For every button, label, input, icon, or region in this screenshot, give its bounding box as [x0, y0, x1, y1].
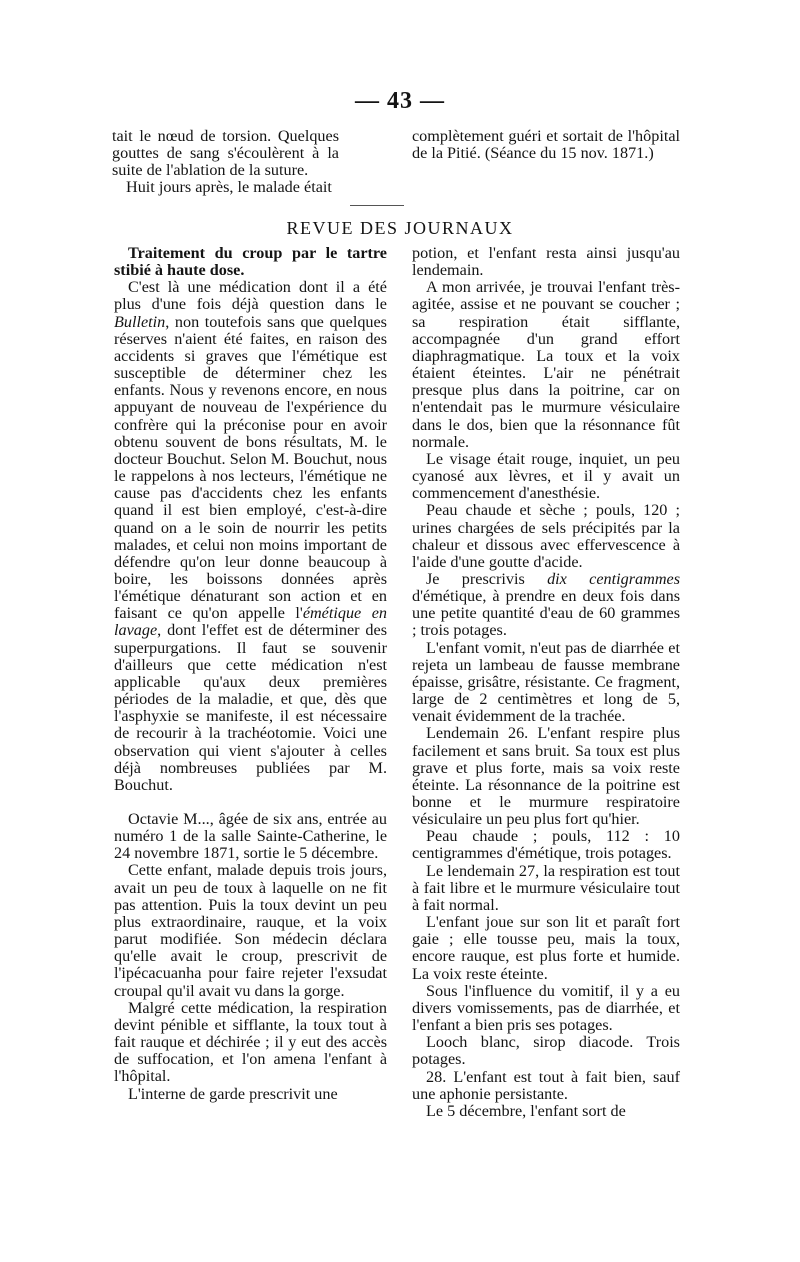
top-left-paragraph-1: tait le nœud de torsion. Quelques gouttes de sang s'écoulèrent à la suite de l'ablation de la suture.	[112, 127, 339, 179]
paragraph: L'enfant joue sur son lit et paraît fort gaie ; elle tousse peu, mais la toux, encore rauque, est plus forte et humide. La voix reste éteinte.	[412, 913, 680, 983]
article-left-column	[114, 245, 387, 1103]
section-heading: REVUE DES JOURNAUX	[286, 218, 514, 238]
paragraph: A mon arrivée, je trouvai l'enfant très-agitée, assise et ne pouvant se coucher ; sa respiration était sifflante, accompagnée d'un grand effort diaphragmatique. La toux et la voix étaient éteintes. L'air ne pénétrait presque plus dans la poitrine, car on n'entendait pas le murmure vésiculaire dans le dos, bien que la résonnance fût normale.	[412, 278, 680, 451]
separator-rule	[350, 205, 404, 206]
top-right-column	[412, 128, 680, 162]
page-number: — 43 —	[355, 88, 445, 114]
paragraph: 28. L'enfant est tout à fait bien, sauf une aphonie persistante.	[412, 1067, 680, 1103]
paragraph: Le visage était rouge, inquiet, un peu cyanosé aux lèvres, et il y avait un commencement d'anesthésie.	[412, 449, 680, 503]
paragraph: L'interne de garde prescrivit une	[128, 1084, 338, 1103]
paragraph: Peau chaude ; pouls, 112 : 10 centigrammes d'émétique, trois potages.	[412, 827, 680, 863]
paragraph: potion, et l'enfant resta ainsi jusqu'au lendemain.	[412, 244, 680, 280]
paragraph: Cette enfant, malade depuis trois jours, avait un peu de toux à laquelle on ne fit pas attention. Puis la toux devint un peu plus extraordinaire, rauque, et la voix parut modifiée. Son médecin déclara qu'elle avait le croup, prescrivit de l'ipécacuanha pour faire rejeter l'exsudat croupal qu'il avait vu dans la gorge.	[114, 861, 387, 1000]
paragraph: C'est là une médication dont il a été plus d'une fois déjà question dans le Bulletin, non toutefois sans que quelques réserves n'aient été faites, en raison des accidents si graves que l'émétique est susceptible de déterminer chez les enfants. Nous y revenons encore, en nous appuyant de nouveau de l'expérience du confrère qui la préconise pour en avoir obtenu souvent de bons résultats, M. le docteur Bouchut. Selon M. Bouchut, nous le rappelons à nos lecteurs, l'émétique ne cause pas d'accidents chez les enfants quand il est bien employé, c'est-à-dire quand on a le soin de nourrir les petits malades, et celui non moins important de défendre qu'on leur donne beaucoup à boire, les boissons données après l'émétique dénaturant son action et en faisant ce qu'on appelle l'émétique en lavage, dont l'effet est de déterminer des superpurgations. Il faut se souvenir d'ailleurs que cette médication n'est applicable qu'aux deux premières périodes de la maladie, et que, dès que l'asphyxie se manifeste, il est nécessaire de recourir à la trachéotomie. Voici une observation qui vient s'ajouter à celles déjà nombreuses publiées par M. Bouchut.	[114, 278, 387, 794]
paragraph: Le lendemain 27, la respiration est tout à fait libre et le murmure vésiculaire tout à fait normal.	[412, 861, 680, 914]
paragraph: L'enfant vomit, n'eut pas de diarrhée et rejeta un lambeau de fausse membrane épaisse, grisâtre, résistante. Ce fragment, large de 2 centimètres et long de 5, venait évidemment de la trachée.	[412, 638, 680, 726]
top-right-paragraph-1: complètement guéri et sortait de l'hôpital de la Pitié. (Séance du 15 nov. 1871.)	[412, 127, 680, 162]
paragraph: Octavie M..., âgée de six ans, entrée au numéro 1 de la salle Sainte-Catherine, le 24 novembre 1871, sortie le 5 décembre.	[114, 810, 387, 863]
paragraph: Looch blanc, sirop diacode. Trois potages.	[412, 1033, 680, 1069]
paragraph: Sous l'influence du vomitif, il y a eu divers vomissements, pas de diarrhée, et l'enfant a bien pris ses potages.	[412, 981, 680, 1035]
top-left-paragraph-2: Huit jours après, le malade était	[126, 178, 332, 196]
paragraph: Lendemain 26. L'enfant respire plus facilement et sans bruit. Sa toux est plus grave et plus forte, mais sa voix reste éteinte. La résonnance de la poitrine est bonne et le murmure respiratoire vésiculaire un peu plus fort qu'hier.	[412, 724, 680, 829]
paragraph: Peau chaude et sèche ; pouls, 120 ; urines chargées de sels précipités par la chaleur et dissous avec effervescence à l'aide d'une goutte d'acide.	[412, 501, 680, 571]
top-left-column	[112, 128, 339, 196]
article-right-column	[412, 245, 680, 1120]
paragraph: Malgré cette médication, la respiration devint pénible et sifflante, la toux tout à fait rauque et déchirée ; il y eut des accès de suffocation, et l'on amena l'enfant à l'hôpital.	[114, 998, 387, 1086]
article-title: Traitement du croup par le tartre stibié à haute dose.	[114, 244, 387, 280]
paragraph: Le 5 décembre, l'enfant sort de	[426, 1101, 626, 1120]
paragraph: Je prescrivis dix centigrammes d'émétique, à prendre en deux fois dans une petite quantité d'eau de 60 grammes ; trois potages.	[412, 569, 680, 640]
